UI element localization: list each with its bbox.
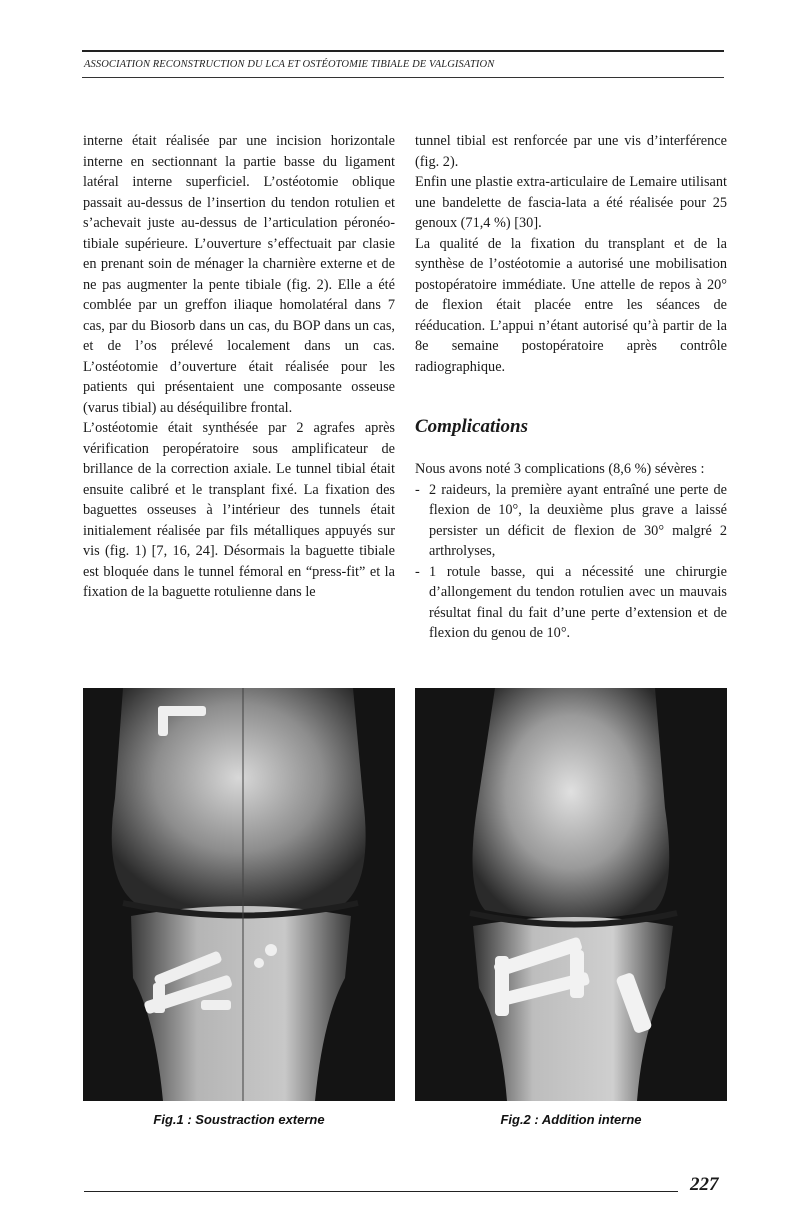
complications-list bbox=[415, 480, 727, 644]
figure-1-radiograph bbox=[83, 688, 395, 1101]
section-intro: Nous avons noté 3 complications (8,6 %) sévères : bbox=[415, 461, 705, 477]
figure-2-caption: Fig.2 : Addition interne bbox=[500, 1112, 642, 1127]
body-paragraph: tunnel tibial est renforcée par une vis d’interférence (fig. 2). bbox=[415, 133, 727, 170]
section-title-complications: Complications bbox=[415, 416, 528, 437]
list-item bbox=[415, 480, 727, 562]
knee-xray-image bbox=[83, 688, 395, 1101]
header-rule bbox=[82, 77, 724, 78]
body-paragraph: interne était réalisée par une incision horizontale interne en sectionnant la partie basse du ligament latéral interne superficiel. L’ostéotomie oblique passait au-dessus de l’insertion du tendon rotulien et s’achevait juste au-dessus de l’articulation péronéo-tibiale supérieure. L’ouverture s’effectuait par clasie en prenant soin de ménager la charnière externe et de ne pas augmenter la pente tibiale (fig. 2). Elle a été comblée par un greffon iliaque homolatéral dans 7 cas, par du Biosorb dans un cas, du BOP dans un cas, et de l’os prélevé localement dans un cas. L’ostéotomie d’ouverture était réalisée pour les patients qui présentaient une composante osseuse (varus tibial) au déséquilibre frontal. bbox=[83, 133, 395, 416]
list-dash: - bbox=[415, 481, 420, 498]
figure-1-caption: Fig.1 : Soustraction externe bbox=[153, 1112, 325, 1127]
figure-2-radiograph bbox=[415, 688, 727, 1101]
list-item bbox=[415, 562, 727, 644]
left-column bbox=[83, 131, 395, 603]
right-column bbox=[415, 131, 727, 644]
list-dash: - bbox=[415, 563, 420, 580]
list-item-text: 1 rotule basse, qui a nécessité une chirurgie d’allongement du tendon rotulien avec un mauvais résultat final du fait d’une perte d’extension et de flexion du genou de 10°. bbox=[429, 563, 727, 641]
body-paragraph: La qualité de la fixation du transplant et de la synthèse de l’ostéotomie a autorisé une mobilisation postopératoire immédiate. Une attelle de repos à 20° de flexion était placée entre les séances de rééducation. L’appui n’étant autorisé qu’à partir de la 8e semaine postopératoire après contrôle radiographique. bbox=[415, 235, 727, 375]
page-number: 227 bbox=[690, 1174, 719, 1195]
body-paragraph: Enfin une plastie extra-articulaire de Lemaire utilisant une bandelette de fascia-lata a été réalisée pour 25 genoux (71,4 %) [30]. bbox=[415, 174, 727, 231]
knee-xray-image bbox=[415, 688, 727, 1101]
top-rule bbox=[82, 50, 724, 52]
list-item-text: 2 raideurs, la première ayant entraîné une perte de flexion de 10°, la deuxième plus grave a laissé persister un déficit de flexion de 30° malgré 2 arthrolyses, bbox=[429, 481, 727, 559]
running-title: ASSOCIATION RECONSTRUCTION DU LCA ET OSTÉOTOMIE TIBIALE DE VALGISATION bbox=[84, 59, 495, 70]
body-paragraph: L’ostéotomie était synthésée par 2 agrafes après vérification peropératoire sous amplificateur de brillance de la correction axiale. Le tunnel tibial était ensuite calibré et le transplant fixé. La fixation des baguettes osseuses à l’intérieur des tunnels était initialement réalisée par fils métalliques appuyés sur vis (fig. 1) [7, 16, 24]. Désormais la baguette tibiale est bloquée dans le tunnel fémoral en “press-fit” et la fixation de la baguette rotulienne dans le bbox=[83, 420, 395, 600]
footer-rule bbox=[84, 1191, 678, 1192]
